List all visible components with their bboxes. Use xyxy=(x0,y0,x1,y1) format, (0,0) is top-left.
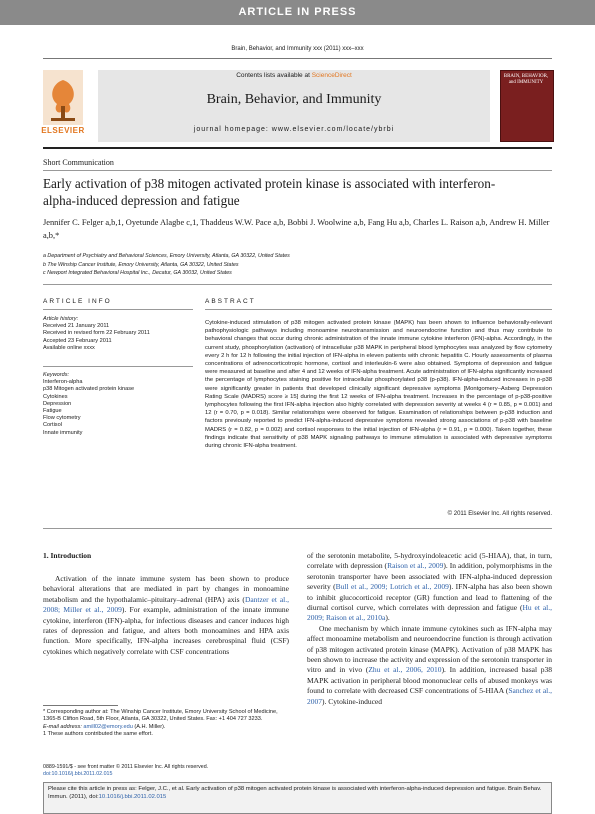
paragraph xyxy=(307,551,552,624)
running-head: Brain, Behavior, and Immunity xxx (2011) xxx–xxx xyxy=(231,46,364,52)
keywords-label: Keywords: xyxy=(43,372,70,378)
citation-prefix: Please cite this article in press as: Felger, J.C., et al. Early activation of p38 mitogen activated protein kinase is associated with interferon-alpha-induced depression and fatigue. Brain Behav. Immun. (2011), doi: xyxy=(48,786,542,800)
keyword: Fatigue xyxy=(43,408,62,415)
keywords xyxy=(43,372,193,437)
text: ). Cytokine-induced xyxy=(322,696,382,706)
divider xyxy=(43,366,193,367)
history-revised: Received in revised form 22 February 2011 xyxy=(43,330,150,337)
footnote-divider xyxy=(43,705,118,706)
citation-link[interactable]: Zhu et al., 2006, 2010 xyxy=(368,665,442,675)
text: One mechanism by which innate immune cytokines such as IFN-alpha may affect monoamine metabolism and neuroendocrine function is through activation of p38 mitogen activated protein kinase (MAPK). Activation of p38 MAPK has been shown to increase the activity and expression of the serotonin transporter in vitro and in vivo ( xyxy=(307,623,552,675)
cover-title: BRAIN, BEHAVIOR, and IMMUNITY xyxy=(503,74,549,85)
corresponding-author-note: * Corresponding author at: The Winship Cancer Institute, Emory University School of Medicine, 1365-B Clifton Road, 5th Floor, Atlanta, GA 30322, United States. Fax: +1 404 727 3233. xyxy=(43,709,278,723)
abstract-heading: ABSTRACT xyxy=(205,298,256,305)
email-label: E-mail address: xyxy=(43,723,84,730)
affiliations xyxy=(43,252,552,278)
citation-link[interactable]: Sanchez et al., 2007 xyxy=(307,686,553,706)
section-heading-introduction: 1. Introduction xyxy=(43,551,92,560)
abstract-copyright: © 2011 Elsevier Inc. All rights reserved. xyxy=(447,511,552,517)
divider xyxy=(43,309,193,310)
divider xyxy=(43,58,552,59)
abstract-text: Cytokine-induced stimulation of p38 mitogen activated protein kinase (MAPK) has been shown to influence behaviorally-relevant pathophysiologic pathways including monoamine neurotransmission and neuroendocrine function and thus may contribute to behavioral changes that occur during chronic administration of the innate immune cytokine interferon (IFN)-alpha. Accordingly, in the current study, phosphorylation (activation) of intracellular p38 MAPK in peripheral blood lymphocytes was analyzed by flow cytometry every 2 h for 12 h following the initial injection of IFN-alpha in eleven patients with chronic hepatitis C. Hourly assessments of plasma concentrations of adrenocorticotropic hormone, cortisol and interleukin-6 were also obtained. Symptoms of depression and fatigue were measured at baseline and after 4 and 12 weeks of IFN-alpha treatment. Acute administration of IFN-alpha significantly increased the percentage of lymphocytes staining positive for intracellular phosphorylated p38 (p-p38). IFN-alpha-induced increases in p-p38 were significantly greater in patients that developed clinically significant depressive symptoms [Montgomery–Asberg Depression Rating Scale (MADRS) score ≥ 15] during the first 12 weeks of IFN-alpha treatment. Increases in the percentage of p-p38-positive lymphocytes following the first IFN-alpha injection also highly correlated with depression severity at weeks 4 (r = 0.85, p = 0.001) and 12 (r = 0.70, p = 0.018). Similar relationships were observed for fatigue. Examination of relationships between p-p38 induction and factors previously reported to predict IFN-alpha-induced depressive symptoms revealed strong associations of p-p38 with baseline MADRS (r = 0.82, p = 0.002) and cortisol responses to the initial injection of IFN-alpha (r = 0.91, p = 0.000). Taken together, these findings indicate that sensitivity of p38 MAPK signaling pathways to immune stimulation is associated with depressive symptoms during chronic IFN-alpha treatment. xyxy=(205,320,552,450)
article-in-press-banner: ARTICLE IN PRESS xyxy=(0,0,595,25)
history-online: Available online xxxx xyxy=(43,344,95,351)
divider xyxy=(43,284,552,285)
divider xyxy=(43,147,552,149)
email-note xyxy=(43,724,289,731)
keyword: Cortisol xyxy=(43,422,62,429)
publisher-name: ELSEVIER xyxy=(41,126,85,135)
history-received: Received 21 January 2011 xyxy=(43,323,110,330)
keyword: Depression xyxy=(43,400,72,407)
body-column-right xyxy=(307,551,552,707)
text: ). IFN-alpha has also been shown to inhibit glucocorticoid receptor (GR) function and lead to flattening of the diurnal cortisol curve, which correlates with depression and fatigue ( xyxy=(307,582,552,613)
affiliation-b: b The Winship Cancer Institute, Emory University, Atlanta, GA 30322, United States xyxy=(43,261,239,268)
equal-contribution-note: 1 These authors contributed the same effort. xyxy=(43,731,153,738)
article-history xyxy=(43,316,193,352)
divider xyxy=(43,528,552,529)
keyword: Flow cytometry xyxy=(43,415,81,422)
citation-link[interactable]: Bull et al., 2009; Lotrich et al., 2009 xyxy=(335,582,449,592)
sciencedirect-link[interactable]: ScienceDirect xyxy=(311,72,352,79)
article-title: Early activation of p38 mitogen activated protein kinase is associated with interferon-alpha-induced depression and fatigue xyxy=(43,176,496,208)
journal-homepage-link[interactable]: journal homepage: www.elsevier.com/locate/ybrbi xyxy=(193,126,395,133)
contents-line xyxy=(98,72,490,79)
history-accepted: Accepted 23 February 2011 xyxy=(43,337,112,344)
keyword: p38 Mitogen activated protein kinase xyxy=(43,386,135,393)
history-label: Article history: xyxy=(43,316,79,322)
article-type: Short Communication xyxy=(43,158,114,167)
divider xyxy=(205,309,552,310)
issn-line: 0889-1591/$ - see front matter © 2011 Elsevier Inc. All rights reserved. xyxy=(43,764,209,770)
text: of the serotonin metabolite, 5-hydroxyindoleacetic acid (5-HIAA), that, in turn, correlate with depression ( xyxy=(307,551,552,571)
elsevier-tree-logo-icon xyxy=(43,70,83,125)
affiliation-a: a Department of Psychiatry and Behavioral Sciences, Emory University, Atlanta, GA 30322, United States xyxy=(43,253,290,259)
author-list: Jennifer C. Felger a,b,1, Oyetunde Alagbe c,1, Thaddeus W.W. Pace a,b, Bobbi J. Woolwine a,b, Fang Hu a,b, Charles L. Raison a,b, Andrew H. Miller a,b,* xyxy=(43,218,550,240)
keyword: Interferon-alpha xyxy=(43,379,83,386)
email-suffix: (A.H. Miller). xyxy=(132,723,166,730)
email-link[interactable]: amill02@emory.edu xyxy=(83,723,133,730)
footnotes xyxy=(43,709,289,739)
text: ). xyxy=(385,613,390,623)
citation-text xyxy=(48,785,548,801)
divider xyxy=(43,170,552,171)
keyword: Innate immunity xyxy=(43,429,83,436)
doi-link[interactable]: doi:10.1016/j.bbi.2011.02.015 xyxy=(43,771,113,777)
affiliation-c: c Newport Integrated Behavioral Hospital Inc., Decatur, GA 30032, United States xyxy=(43,270,232,276)
text: Activation of the innate immune system has been shown to produce behavioral alterations that are mediated in part by changes in monoamine metabolism and the hypothalamic–pituitary–adrenal (HPA) axis ( xyxy=(43,574,289,604)
contents-prefix: Contents lists available at xyxy=(236,72,312,79)
article-info-heading: ARTICLE INFO xyxy=(43,298,112,305)
citation-link[interactable]: Hu et al., 2009; Raison et al., 2010a xyxy=(307,603,552,623)
text: ). In addition, increased basal p38 MAPK activation in peripheral blood mononuclear cells of abused monkeys was found to correlate with decreased CSF concentrations of 5-HIAA ( xyxy=(307,665,552,696)
citation-link[interactable]: Raison et al., 2009 xyxy=(387,561,444,571)
text: ). In addition, polymorphisms in the serotonin transporter have been associated with IFN-alpha-induced depression severity ( xyxy=(307,561,552,592)
text: ). For example, administration of the innate immune cytokine, interferon (IFN)-alpha, for infectious diseases and cancer induces high rates of depression and fatigue, and alters both monoamines and HPA axis function. More specifically, IFN-alpha increases cerebrospinal fluid (CSF) cytokines which negatively correlate with CSF concentrations xyxy=(43,605,290,656)
citation-doi-link[interactable]: 10.1016/j.bbi.2011.02.015 xyxy=(98,794,167,800)
keyword: Cytokines xyxy=(43,393,68,400)
issn-block xyxy=(43,764,343,778)
paragraph xyxy=(307,624,552,707)
body-column-left xyxy=(43,574,289,657)
citation-link[interactable]: Dantzer et al., 2008; Miller et al., 2009 xyxy=(43,594,289,615)
journal-title: Brain, Behavior, and Immunity xyxy=(206,92,382,107)
